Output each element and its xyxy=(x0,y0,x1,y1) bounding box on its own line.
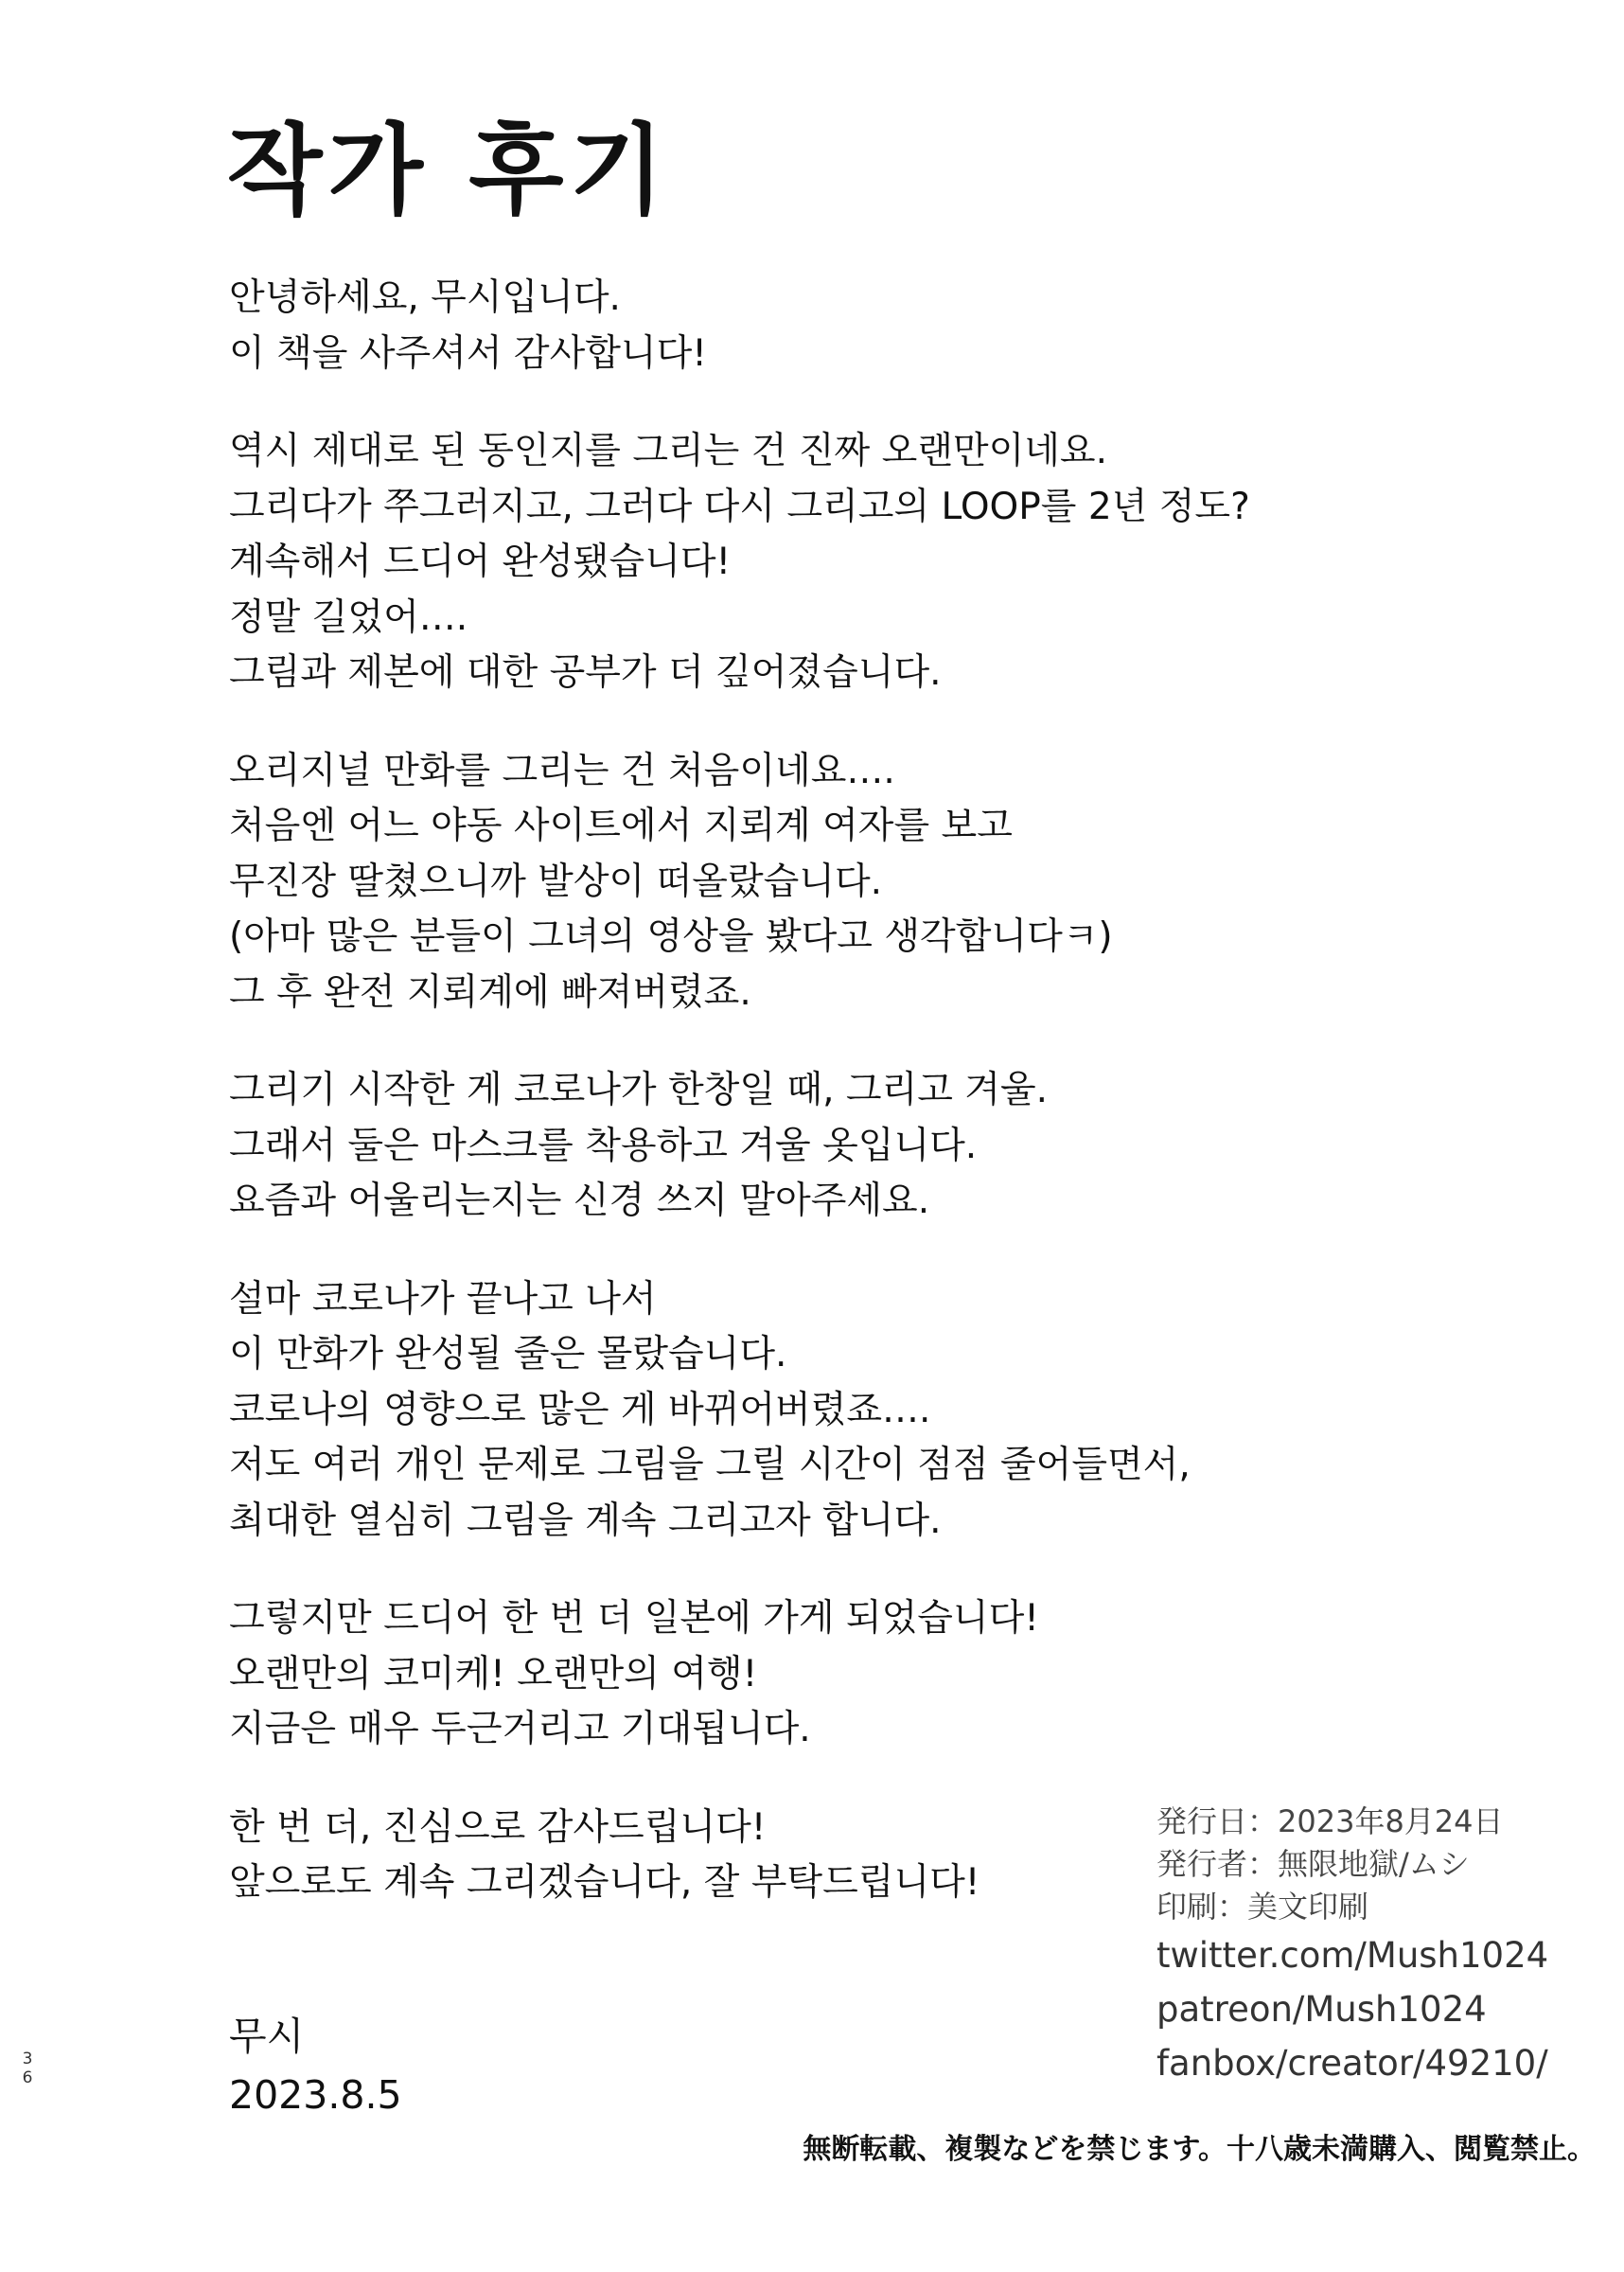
text-line: 그래서 둘은 마스크를 착용하고 겨울 옷입니다. xyxy=(229,1124,978,1167)
text-line: 그리다가 쭈그러지고, 그러다 다시 그리고의 LOOP를 2년 정도? xyxy=(229,485,1250,528)
text-line: 처음엔 어느 야동 사이트에서 지뢰계 여자를 보고 xyxy=(229,805,1013,847)
colophon xyxy=(1156,1801,1611,2090)
paragraph xyxy=(229,1801,1175,1911)
text-line: 계속해서 드디어 완성됐습니다! xyxy=(229,541,732,583)
signature xyxy=(229,2007,402,2124)
signature-date: 2023.8.5 xyxy=(229,2072,402,2118)
text-line: 오랜만의 코미케! 오랜만의 여행! xyxy=(229,1652,758,1695)
text-line: 저도 여러 개인 문제로 그림을 그릴 시간이 점점 줄어들면서, xyxy=(229,1444,1191,1486)
twitter-link: twitter.com/Mush1024 xyxy=(1156,1935,1549,1976)
publisher: 発行者：無限地獄/ムシ xyxy=(1156,1846,1470,1882)
text-line: 그림과 제본에 대한 공부가 더 깊어졌습니다. xyxy=(229,651,942,694)
text-line: 설마 코로나가 끝나고 나서 xyxy=(229,1277,657,1321)
paragraph xyxy=(229,1591,1175,1758)
paragraph xyxy=(229,1063,1175,1230)
issue-date: 発行日：2023年8月24日 xyxy=(1156,1803,1504,1839)
text-line: 이 책을 사주셔서 감사합니다! xyxy=(229,331,707,375)
printer: 印刷：美文印刷 xyxy=(1156,1889,1369,1925)
signature-name: 무시 xyxy=(229,2014,305,2059)
text-line: 한 번 더, 진심으로 감사드립니다! xyxy=(229,1805,767,1849)
copyright-notice: 無断転載、複製などを禁じます。十八歳未満購入、閲覧禁止。 xyxy=(803,2133,1596,2166)
text-line: 그렇지만 드디어 한 번 더 일본에 가게 되었습니다! xyxy=(229,1597,1039,1640)
text-line: 오리지널 만화를 그리는 건 처음이네요…. xyxy=(229,749,895,792)
paragraph xyxy=(229,424,1250,701)
paragraph xyxy=(229,744,1175,1021)
patreon-link: patreon/Mush1024 xyxy=(1156,1989,1487,2030)
text-line: 역시 제대로 된 동인지를 그리는 건 진짜 오랜만이네요. xyxy=(229,430,1108,472)
text-line: 무진장 딸쳤으니까 발상이 떠올랐습니다. xyxy=(229,860,883,903)
text-line: 지금은 매우 두근거리고 기대됩니다. xyxy=(229,1708,811,1750)
afterword-body xyxy=(229,271,1250,1954)
text-line: 그리기 시작한 게 코로나가 한창일 때, 그리고 겨울. xyxy=(229,1069,1049,1111)
text-line: 정말 길었어…. xyxy=(229,595,468,639)
text-line: 안녕하세요, 무시입니다. xyxy=(229,276,621,319)
text-line: 앞으로도 계속 그리겠습니다, 잘 부탁드립니다! xyxy=(229,1861,980,1904)
paragraph xyxy=(229,1272,1191,1550)
fanbox-link: fanbox/creator/49210/ xyxy=(1156,2043,1548,2084)
text-line: 코로나의 영향으로 많은 게 바뀌어버렸죠…. xyxy=(229,1388,931,1431)
text-line: (아마 많은 분들이 그녀의 영상을 봤다고 생각합니다ㅋ) xyxy=(229,915,1113,958)
text-line: 그 후 완전 지뢰계에 빠져버렸죠. xyxy=(229,970,751,1014)
text-line: 최대한 열심히 그림을 계속 그리고자 합니다. xyxy=(229,1499,942,1542)
page-number-digit: 3 xyxy=(22,2050,33,2068)
page-title: 작가 후기 xyxy=(227,113,671,228)
text-line: 요즘과 어울리는지는 신경 쓰지 말아주세요. xyxy=(229,1180,930,1222)
page-number-digit: 6 xyxy=(22,2068,33,2087)
paragraph xyxy=(229,271,1175,382)
page-number xyxy=(21,2050,34,2087)
text-line: 이 만화가 완성될 줄은 몰랐습니다. xyxy=(229,1333,787,1376)
